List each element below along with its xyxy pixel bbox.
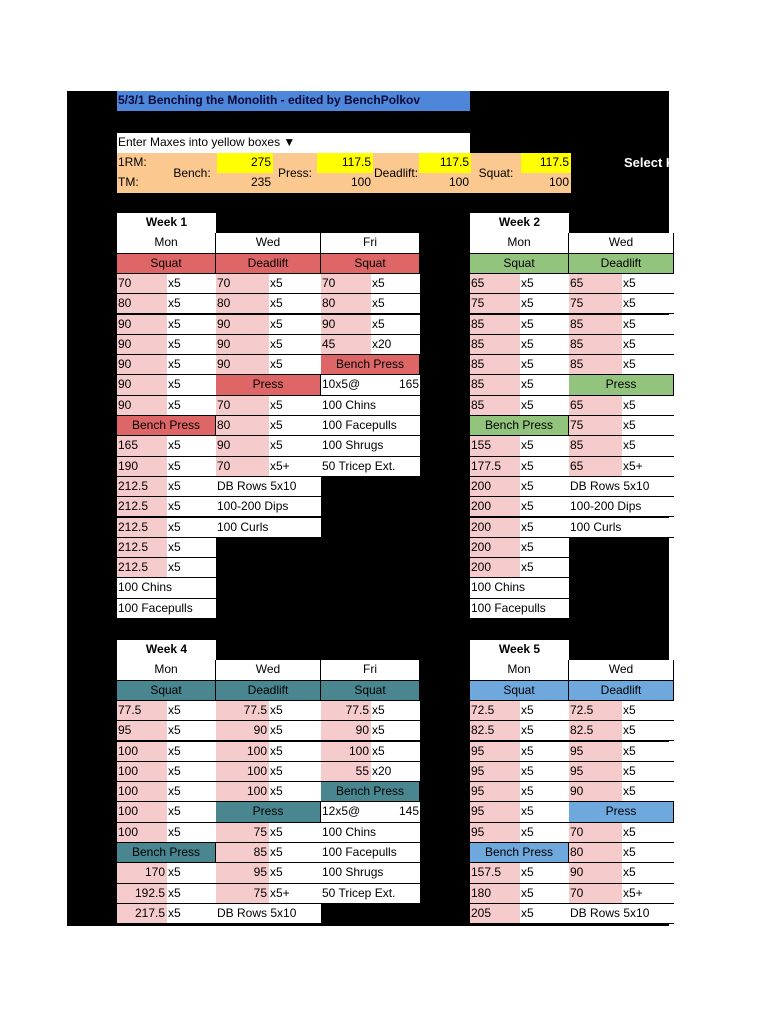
reps-cell: x5 <box>520 477 569 497</box>
reps-cell: x5 <box>269 355 321 375</box>
squat-label: Squat: <box>471 153 521 193</box>
reps-cell: x5 <box>520 294 569 314</box>
reps-cell: x5 <box>167 538 216 558</box>
reps-cell: x5 <box>622 863 674 883</box>
day-label: Mon <box>470 233 569 253</box>
weight-cell: 100 <box>216 742 269 762</box>
instructions: Enter Maxes into yellow boxes ▼ <box>117 133 470 153</box>
accessory-cell: 100 Facepulls <box>117 599 216 619</box>
reps-cell: x5 <box>520 823 569 843</box>
weight-cell: 85 <box>470 355 520 375</box>
reps-cell: x5 <box>269 721 321 741</box>
press-1rm-input[interactable]: 117.5 <box>317 153 373 173</box>
reps-cell: x5 <box>269 762 321 782</box>
reps-cell: x5 <box>520 497 569 517</box>
sub-lift-header-mon: Bench Press <box>117 843 216 863</box>
reps-cell: x5+ <box>269 457 321 477</box>
press-tm: 100 <box>317 173 373 193</box>
reps-cell: x5 <box>269 701 321 721</box>
reps-cell: x5 <box>520 355 569 375</box>
weight-cell: 85 <box>470 335 520 355</box>
weight-cell: 45 <box>321 335 371 355</box>
reps-cell: x5 <box>167 477 216 497</box>
weight-cell: 85 <box>216 843 269 863</box>
weight-cell: 65 <box>569 457 622 477</box>
lift-header-fri: Squat <box>321 254 420 274</box>
reps-cell: x5 <box>622 843 674 863</box>
weight-cell: 95 <box>470 823 520 843</box>
weight-cell: 100 <box>117 762 167 782</box>
accessory-cell: 100 Shrugs <box>321 436 420 456</box>
weight-cell: 157.5 <box>470 863 520 883</box>
day-label: Wed <box>216 660 321 680</box>
weight-cell: 85 <box>569 436 622 456</box>
weight-cell: 95 <box>470 782 520 802</box>
accessory-cell: 50 Tricep Ext. <box>321 884 420 904</box>
day-label: Mon <box>117 660 216 680</box>
reps-cell: x5 <box>622 762 674 782</box>
reps-cell: x5 <box>520 742 569 762</box>
reps-cell: x5 <box>167 863 216 883</box>
weight-cell: 90 <box>569 782 622 802</box>
weight-cell: 90 <box>216 315 269 335</box>
sub-lift-header-wed: Press <box>569 375 674 395</box>
weight-cell: 90 <box>216 355 269 375</box>
weight-cell: 70 <box>569 884 622 904</box>
reps-cell: x5 <box>167 884 216 904</box>
reps-cell: x5 <box>167 518 216 538</box>
sub-lift-header-fri: Bench Press <box>321 782 420 802</box>
reps-cell: x5 <box>371 315 420 335</box>
weight-cell: 217.5 <box>117 904 167 924</box>
reps-cell: x5 <box>622 436 674 456</box>
lift-header-mon: Squat <box>117 681 216 701</box>
weight-cell: 100 <box>117 782 167 802</box>
accessory-cell: DB Rows 5x10 <box>569 904 674 924</box>
reps-cell: x5 <box>269 823 321 843</box>
reps-cell: x5 <box>269 396 321 416</box>
weight-cell: 95 <box>569 742 622 762</box>
weight-cell: 205 <box>470 904 520 924</box>
sets-label: 12x5@ <box>321 802 371 822</box>
sub-lift-header-wed: Press <box>216 375 321 395</box>
weight-cell: 65 <box>569 396 622 416</box>
reps-cell: x5 <box>520 762 569 782</box>
weight-cell: 170 <box>117 863 167 883</box>
reps-cell: x5 <box>622 315 674 335</box>
deadlift-tm: 100 <box>419 173 471 193</box>
weight-cell: 70 <box>216 396 269 416</box>
accessory-cell: 100-200 Dips <box>216 497 321 517</box>
reps-cell: x5 <box>371 742 420 762</box>
reps-cell: x5 <box>167 904 216 924</box>
reps-cell: x5 <box>167 375 216 395</box>
lift-header-mon: Squat <box>470 681 569 701</box>
weight-cell: 90 <box>117 355 167 375</box>
accessory-cell: DB Rows 5x10 <box>216 904 321 924</box>
weight-cell: 75 <box>569 294 622 314</box>
weight-cell: 90 <box>117 315 167 335</box>
weight-cell: 95 <box>470 802 520 822</box>
spreadsheet <box>67 91 676 926</box>
reps-cell: x5 <box>622 701 674 721</box>
weight-cell: 72.5 <box>470 701 520 721</box>
accessory-cell: 100-200 Dips <box>569 497 674 517</box>
weight-cell: 82.5 <box>470 721 520 741</box>
select-label: Select K <box>624 155 676 170</box>
week-title: Week 2 <box>470 213 569 233</box>
reps-cell: x5 <box>520 802 569 822</box>
weight-cell: 70 <box>117 274 167 294</box>
rm-label: 1RM: <box>117 153 167 173</box>
weight-cell: 90 <box>117 335 167 355</box>
weight-cell: 100 <box>117 802 167 822</box>
week-title: Week 1 <box>117 213 216 233</box>
reps-cell: x5 <box>520 396 569 416</box>
weight-cell: 192.5 <box>117 884 167 904</box>
sets-weight: 165 <box>371 375 420 395</box>
weight-cell: 212.5 <box>117 558 167 578</box>
weight-cell: 80 <box>321 294 371 314</box>
sub-lift-header-fri: Bench Press <box>321 355 420 375</box>
accessory-cell: 100 Curls <box>216 518 321 538</box>
weight-cell: 85 <box>569 335 622 355</box>
reps-cell: x5 <box>371 274 420 294</box>
reps-cell: x20 <box>371 335 420 355</box>
reps-cell: x5 <box>269 416 321 436</box>
reps-cell: x5 <box>622 396 674 416</box>
reps-cell: x5 <box>167 274 216 294</box>
reps-cell: x5 <box>622 742 674 762</box>
lift-header-mon: Squat <box>470 254 569 274</box>
reps-cell: x5 <box>167 742 216 762</box>
accessory-cell: 100 Chins <box>321 396 420 416</box>
reps-cell: x5 <box>520 375 569 395</box>
weight-cell: 85 <box>470 396 520 416</box>
day-label: Fri <box>321 660 420 680</box>
reps-cell: x5 <box>167 823 216 843</box>
reps-cell: x5 <box>167 701 216 721</box>
reps-cell: x5 <box>520 558 569 578</box>
weight-cell: 155 <box>470 436 520 456</box>
reps-cell: x5 <box>167 294 216 314</box>
weight-cell: 75 <box>569 416 622 436</box>
reps-cell: x5+ <box>622 457 674 477</box>
reps-cell: x5 <box>269 315 321 335</box>
accessory-cell: 50 Tricep Ext. <box>321 457 420 477</box>
reps-cell: x5 <box>167 721 216 741</box>
weight-cell: 80 <box>216 294 269 314</box>
accessory-cell: 100 Facepulls <box>321 416 420 436</box>
reps-cell: x5+ <box>269 884 321 904</box>
day-label: Fri <box>321 233 420 253</box>
weight-cell: 77.5 <box>321 701 371 721</box>
week-title: Week 5 <box>470 640 569 660</box>
reps-cell: x5 <box>371 294 420 314</box>
weight-cell: 165 <box>117 436 167 456</box>
lift-header-wed: Deadlift <box>216 254 321 274</box>
deadlift-label: Deadlift: <box>373 153 419 193</box>
reps-cell: x5 <box>520 518 569 538</box>
weight-cell: 80 <box>117 294 167 314</box>
reps-cell: x5 <box>520 904 569 924</box>
lift-header-wed: Deadlift <box>216 681 321 701</box>
accessory-cell: 100 Facepulls <box>470 599 569 619</box>
weight-cell: 90 <box>117 375 167 395</box>
weight-cell: 70 <box>216 274 269 294</box>
weight-cell: 55 <box>321 762 371 782</box>
weight-cell: 70 <box>569 823 622 843</box>
day-label: Mon <box>117 233 216 253</box>
squat-tm: 100 <box>521 173 571 193</box>
weight-cell: 95 <box>216 863 269 883</box>
weight-cell: 90 <box>321 315 371 335</box>
accessory-cell: 100 Facepulls <box>321 843 420 863</box>
tm-label: TM: <box>117 173 167 193</box>
sets-label: 10x5@ <box>321 375 371 395</box>
sub-lift-header-wed: Press <box>569 802 674 822</box>
reps-cell: x5 <box>167 396 216 416</box>
weight-cell: 212.5 <box>117 518 167 538</box>
weight-cell: 80 <box>216 416 269 436</box>
weight-cell: 90 <box>321 721 371 741</box>
week-title: Week 4 <box>117 640 216 660</box>
day-label: Wed <box>569 233 674 253</box>
weight-cell: 77.5 <box>216 701 269 721</box>
reps-cell: x5 <box>520 457 569 477</box>
accessory-cell: 100 Chins <box>117 578 216 598</box>
weight-cell: 200 <box>470 497 520 517</box>
reps-cell: x5 <box>167 436 216 456</box>
weight-cell: 180 <box>470 884 520 904</box>
accessory-cell: 100 Chins <box>321 823 420 843</box>
weight-cell: 200 <box>470 518 520 538</box>
sets-weight: 145 <box>371 802 420 822</box>
weight-cell: 85 <box>569 355 622 375</box>
weight-cell: 85 <box>569 315 622 335</box>
reps-cell: x5 <box>167 457 216 477</box>
weight-cell: 90 <box>216 721 269 741</box>
reps-cell: x5 <box>269 863 321 883</box>
reps-cell: x5 <box>269 274 321 294</box>
reps-cell: x5 <box>520 436 569 456</box>
weight-cell: 200 <box>470 538 520 558</box>
reps-cell: x5 <box>520 335 569 355</box>
lift-header-wed: Deadlift <box>569 254 674 274</box>
weight-cell: 75 <box>470 294 520 314</box>
reps-cell: x5 <box>520 315 569 335</box>
reps-cell: x5 <box>269 294 321 314</box>
weight-cell: 70 <box>216 457 269 477</box>
weight-cell: 85 <box>470 375 520 395</box>
reps-cell: x5 <box>520 884 569 904</box>
reps-cell: x5 <box>269 436 321 456</box>
weight-cell: 100 <box>321 742 371 762</box>
reps-cell: x5 <box>622 721 674 741</box>
weight-cell: 95 <box>117 721 167 741</box>
weight-cell: 95 <box>470 742 520 762</box>
weight-cell: 75 <box>216 884 269 904</box>
reps-cell: x5 <box>167 497 216 517</box>
reps-cell: x5 <box>622 335 674 355</box>
reps-cell: x5 <box>622 294 674 314</box>
reps-cell: x5 <box>520 274 569 294</box>
reps-cell: x5 <box>269 335 321 355</box>
reps-cell: x5 <box>520 863 569 883</box>
reps-cell: x5 <box>167 762 216 782</box>
reps-cell: x5 <box>269 782 321 802</box>
press-label: Press: <box>273 153 317 193</box>
weight-cell: 212.5 <box>117 538 167 558</box>
day-label: Wed <box>216 233 321 253</box>
sub-lift-header-mon: Bench Press <box>470 416 569 436</box>
weight-cell: 70 <box>321 274 371 294</box>
squat-1rm-input[interactable]: 117.5 <box>521 153 571 173</box>
lift-header-mon: Squat <box>117 254 216 274</box>
lift-header-fri: Squat <box>321 681 420 701</box>
sub-lift-header-mon: Bench Press <box>470 843 569 863</box>
reps-cell: x5 <box>622 274 674 294</box>
reps-cell: x20 <box>371 762 420 782</box>
weight-cell: 82.5 <box>569 721 622 741</box>
reps-cell: x5 <box>520 701 569 721</box>
weight-cell: 72.5 <box>569 701 622 721</box>
reps-cell: x5 <box>167 782 216 802</box>
deadlift-1rm-input[interactable]: 117.5 <box>419 153 471 173</box>
weight-cell: 200 <box>470 477 520 497</box>
weight-cell: 90 <box>216 335 269 355</box>
reps-cell: x5 <box>520 782 569 802</box>
weight-cell: 65 <box>569 274 622 294</box>
weight-cell: 65 <box>470 274 520 294</box>
reps-cell: x5 <box>622 782 674 802</box>
reps-cell: x5 <box>520 538 569 558</box>
weight-cell: 100 <box>216 782 269 802</box>
sheet-title: 5/3/1 Benching the Monolith - edited by BenchPolkov <box>117 91 470 111</box>
accessory-cell: 100 Shrugs <box>321 863 420 883</box>
sub-lift-header-wed: Press <box>216 802 321 822</box>
reps-cell: x5 <box>622 823 674 843</box>
bench-1rm-input[interactable]: 275 <box>217 153 273 173</box>
reps-cell: x5 <box>622 355 674 375</box>
reps-cell: x5 <box>371 721 420 741</box>
lift-header-wed: Deadlift <box>569 681 674 701</box>
weight-cell: 212.5 <box>117 497 167 517</box>
weight-cell: 77.5 <box>117 701 167 721</box>
day-label: Wed <box>569 660 674 680</box>
weight-cell: 90 <box>216 436 269 456</box>
weight-cell: 90 <box>569 863 622 883</box>
weight-cell: 80 <box>569 843 622 863</box>
bench-tm: 235 <box>217 173 273 193</box>
reps-cell: x5 <box>167 315 216 335</box>
accessory-cell: 100 Chins <box>470 578 569 598</box>
reps-cell: x5 <box>167 558 216 578</box>
day-label: Mon <box>470 660 569 680</box>
weight-cell: 90 <box>117 396 167 416</box>
reps-cell: x5 <box>269 843 321 863</box>
reps-cell: x5 <box>167 355 216 375</box>
accessory-cell: DB Rows 5x10 <box>569 477 674 497</box>
reps-cell: x5 <box>622 416 674 436</box>
weight-cell: 200 <box>470 558 520 578</box>
accessory-cell: 100 Curls <box>569 518 674 538</box>
weight-cell: 212.5 <box>117 477 167 497</box>
weight-cell: 75 <box>216 823 269 843</box>
weight-cell: 100 <box>117 823 167 843</box>
reps-cell: x5 <box>167 335 216 355</box>
accessory-cell: DB Rows 5x10 <box>216 477 321 497</box>
weight-cell: 100 <box>117 742 167 762</box>
weight-cell: 100 <box>216 762 269 782</box>
weight-cell: 177.5 <box>470 457 520 477</box>
reps-cell: x5 <box>269 742 321 762</box>
reps-cell: x5 <box>371 701 420 721</box>
sub-lift-header-mon: Bench Press <box>117 416 216 436</box>
bench-label: Bench: <box>167 153 217 193</box>
weight-cell: 85 <box>470 315 520 335</box>
weight-cell: 95 <box>569 762 622 782</box>
weight-cell: 190 <box>117 457 167 477</box>
reps-cell: x5 <box>167 802 216 822</box>
reps-cell: x5 <box>520 721 569 741</box>
reps-cell: x5+ <box>622 884 674 904</box>
weight-cell: 95 <box>470 762 520 782</box>
